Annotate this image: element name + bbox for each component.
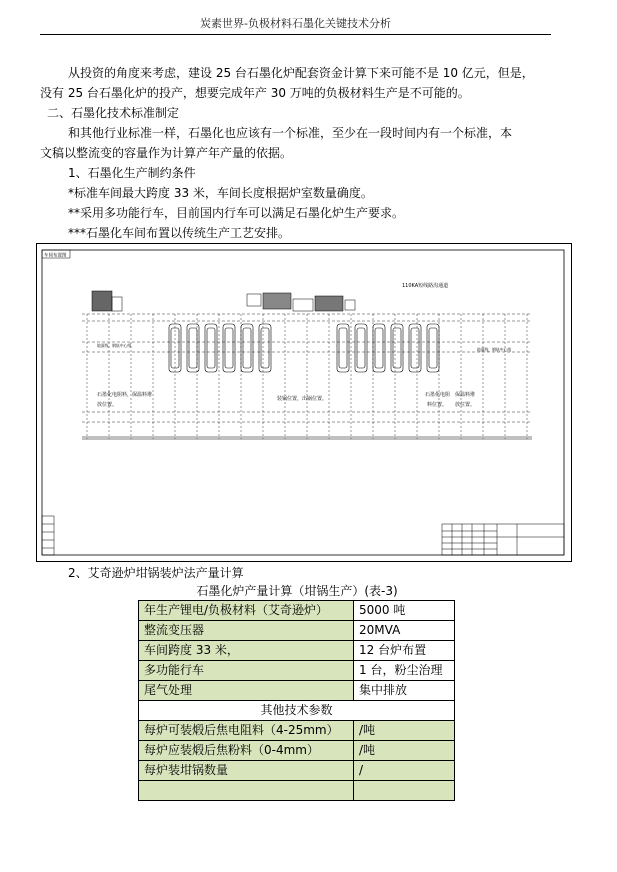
table-row xyxy=(139,781,455,801)
label-right-b2: 放位置。 xyxy=(455,402,476,408)
table-row xyxy=(139,601,455,621)
cell-value: /吨 xyxy=(354,741,455,761)
intro-line-2: 没有 25 台石墨化炉的投产，想要完成年产 30 万吨的负极材料生产是不可能的。 xyxy=(40,86,470,100)
table-section-row xyxy=(139,701,455,721)
section-heading: 二、石墨化技术标准制定 xyxy=(47,106,180,120)
cell-label: 尾气处理 xyxy=(139,681,354,701)
cell-label xyxy=(139,781,354,801)
note-2: **采用多功能行车，目前国内行车可以满足石墨化炉生产要求。 xyxy=(68,206,405,220)
channel-label: 110KA短线路沟通道 xyxy=(402,283,449,289)
cell-label: 年生产锂电/负极材料（艾奇逊炉） xyxy=(139,601,354,621)
row-label-left: 地面线，钢轨中心线 xyxy=(97,343,132,348)
inner-frame xyxy=(42,250,564,555)
center-equipment xyxy=(247,293,355,311)
corner-tag: 车间布置图 xyxy=(44,253,67,259)
cell-value: 12 台炉布置 xyxy=(354,641,455,661)
table-row xyxy=(139,721,455,741)
table-row xyxy=(139,641,455,661)
workshop-layout-drawing xyxy=(36,243,572,562)
row-label-right: 地面线，钢轨中心线 xyxy=(477,347,512,352)
intro-line-1: 从投资的角度来考虑，建设 25 台石墨化炉配套资金计算下来可能不是 10 亿元，但是， xyxy=(68,66,534,80)
cell-value: /吨 xyxy=(354,721,455,741)
drawing-canvas xyxy=(37,244,571,561)
subheading-constraints: 1、石墨化生产制约条件 xyxy=(68,166,196,180)
cell-value: 20MVA xyxy=(354,621,455,641)
cell-label: 车间跨度 33 米， xyxy=(139,641,354,661)
note-1: *标准车间最大跨度 33 米，车间长度根据炉室数量确度。 xyxy=(68,186,373,200)
table-row xyxy=(139,661,455,681)
table-row xyxy=(139,761,455,781)
cell-value: / xyxy=(354,761,455,781)
table-row xyxy=(139,741,455,761)
note-3: ***石墨化车间布置以传统生产工艺安排。 xyxy=(68,226,291,240)
left-equipment xyxy=(92,291,122,311)
label-right-line-1: 石墨化电阻 xyxy=(425,392,451,398)
cell-value xyxy=(354,781,455,801)
production-table xyxy=(138,600,455,801)
table-row xyxy=(139,621,455,641)
section-para-line-2: 文稿以整流变的容量作为计算产年产量的依据。 xyxy=(40,146,293,160)
cell-value: 1 台，粉尘治理 xyxy=(354,661,455,681)
column-lines xyxy=(87,314,527,439)
cell-label: 每炉装坩锅数量 xyxy=(139,761,354,781)
page-header: 炭素世界-负极材料石墨化关键技术分析 xyxy=(40,14,551,35)
title-block xyxy=(442,524,564,555)
table-row xyxy=(139,681,455,701)
cell-value: 5000 吨 xyxy=(354,601,455,621)
label-left-line-2: 放位置。 xyxy=(97,402,118,408)
table-title: 石墨化炉产量计算（坩锅生产）(表-3) xyxy=(196,584,398,598)
label-right-b1: 保温料堆 xyxy=(455,392,476,398)
label-right-line-2: 料位置。 xyxy=(427,402,448,408)
label-center: 装锅位置，出锅位置。 xyxy=(277,396,328,402)
cell-label: 每炉应装煅后焦粉料（0-4mm） xyxy=(139,741,354,761)
furnace-group-left xyxy=(169,324,271,372)
subheading-calculation: 2、艾奇逊炉坩锅装炉法产量计算 xyxy=(68,566,244,580)
section-title: 其他技术参数 xyxy=(139,701,455,721)
left-title-blocks xyxy=(42,516,54,555)
section-para-line-1: 和其他行业标准一样，石墨化也应该有一个标准，至少在一段时间内有一个标准，本 xyxy=(68,126,513,140)
label-left-line-1: 石墨化电阻料，保温料堆 xyxy=(97,392,153,398)
cell-value: 集中排放 xyxy=(354,681,455,701)
cell-label: 多功能行车 xyxy=(139,661,354,681)
furnace-group-right xyxy=(337,324,439,372)
cell-label: 每炉可装煅后焦电阻料（4-25mm） xyxy=(139,721,354,741)
cell-label: 整流变压器 xyxy=(139,621,354,641)
